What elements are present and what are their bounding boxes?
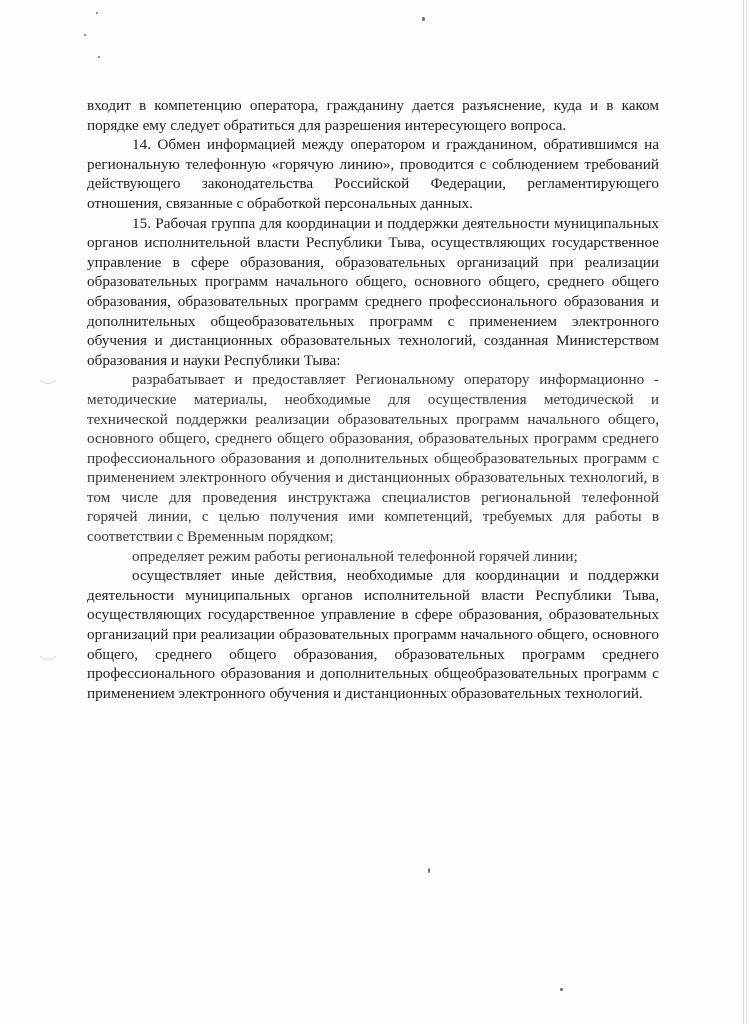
scan-speck — [96, 12, 98, 14]
scan-speck — [98, 56, 100, 58]
paragraph-develops-materials: разрабатывает и предоставляет Региональному оператору информационно - методические материалы, необходимые для осуществления методической и технической поддержки реализации образовательных программ начального общего, основного общего, среднего общего образования, образовательных программ среднего профессионального образования и дополнительных общеобразовательных программ с применением электронного обучения и дистанционных образовательных технологий, в том числе для проведения инструктажа специалистов региональной телефонной горячей линии, с целью получения ими компетенций, требуемых для работы в соответствии с Временным порядком; — [87, 371, 659, 546]
paragraph-defines-hotline-mode: определяет режим работы региональной телефонной горячей линии; — [132, 547, 578, 565]
scan-speck — [560, 988, 563, 991]
scan-speck — [422, 17, 425, 21]
scan-edge-line — [743, 0, 744, 1024]
paragraph-other-actions: осуществляет иные действия, необходимые для координации и поддержки деятельности муниципальных органов исполнительной власти Республики Тыва, осуществляющих государственное управление в сфере образования, образовательных организаций при реализации образовательных программ начального общего, основного общего, среднего общего образования, образовательных программ среднего профессионального образования и дополнительных общеобразовательных программ с применением электронного обучения и дистанционных образовательных технологий. — [87, 567, 659, 702]
paragraph-14: 14. Обмен информацией между оператором и гражданином, обратившимся на региональную телефонную «горячую линию», проводится с соблюдением требований действующего законодательства Российской Федерации, регламентирующего отношения, связанные с обработкой персональных данных. — [87, 136, 659, 212]
scan-speck — [84, 34, 86, 36]
paragraph-continuation: входит в компетенцию оператора, гражданину дается разъяснение, куда и в каком порядке ему следует обратиться для разрешения интересующего вопроса. — [87, 97, 659, 134]
scan-speck — [428, 868, 430, 873]
document-body — [87, 96, 659, 703]
scan-hole-mark — [36, 360, 60, 384]
scan-edge-line-faint — [746, 0, 747, 1024]
paragraph-15: 15. Рабочая группа для координации и поддержки деятельности муниципальных органов исполнительной власти Республики Тыва, осуществляющих государственное управление в сфере образования, образовательных организаций при реализации образовательных программ начального общего, основного общего, среднего общего образования, образовательных программ среднего профессионального образования и дополнительных общеобразовательных программ с применением электронного обучения и дистанционных образовательных технологий, созданная Министерством образования и науки Республики Тыва: — [87, 214, 659, 369]
scan-hole-mark — [36, 636, 60, 660]
